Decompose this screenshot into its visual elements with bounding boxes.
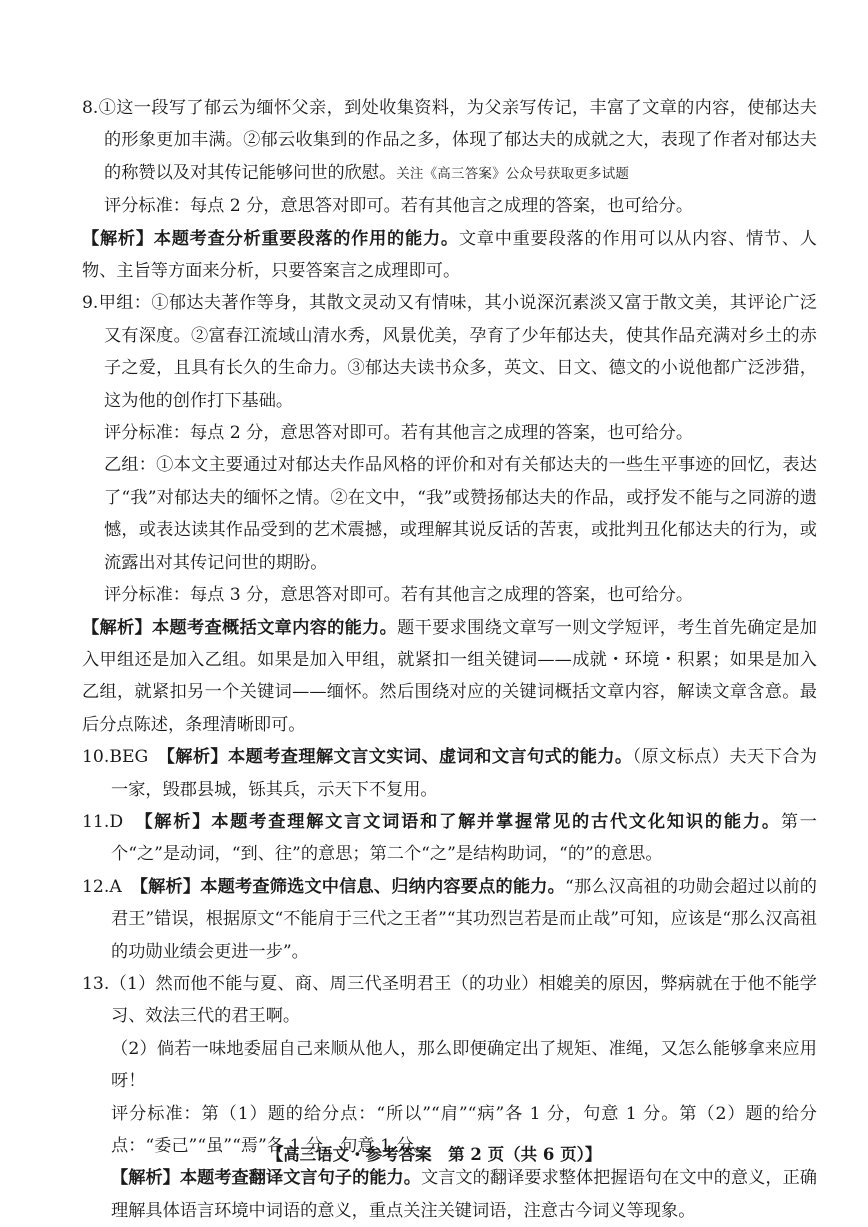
analysis-text: “那么汉高祖的功勋会超过以前的君王”错误，根据原文“不能肩于三代之王者”“其功烈岂若是而止哉”可知，应该是“那么汉高祖的功勋业绩会更进一步”。: [111, 876, 817, 962]
analysis-9: [82, 612, 817, 742]
answer-item-13: [82, 968, 817, 1033]
analysis-lead: 本题考查翻译文言句子的能力。: [179, 1168, 421, 1189]
answer-item-9: [82, 287, 817, 417]
analysis-lead: 本题考查理解文言文实词、虚词和文言句式的能力。: [228, 747, 633, 768]
answer-item-11: [82, 806, 817, 871]
scoring-standard: 评分标准：每点 2 分，意思答对即可。若有其他言之成理的答案，也可给分。: [104, 196, 694, 217]
group-b-text: 乙组：①本文主要通过对郁达夫作品风格的评价和对有关郁达夫的一些生平事迹的回忆，表达了“我”对郁达夫的缅怀之情。②在文中，“我”或赞扬郁达夫的作品，或抒发不能与之同游的遗憾，或表达读其作品受到的艺术震撼，或理解其说反话的苦衷，或批判丑化郁达夫的行为，或流露出对其传记问世的期盼。: [104, 455, 817, 573]
analysis-lead: 本题考查概括文章内容的能力。: [152, 617, 398, 638]
analysis-tag: 【解析】: [82, 617, 153, 638]
translation-part-1: （1）然而他不能与夏、商、周三代圣明君王（的功业）相媲美的原因，弊病就在于他不能学习、效法三代的君王啊。: [109, 973, 817, 1027]
analysis-tag: 【解析】: [111, 1168, 180, 1189]
item-number: 10.: [82, 747, 110, 768]
analysis-text: 第一个“之”是动词，“到、往”的意思；第二个“之”是结构助词，“的”的意思。: [111, 811, 817, 865]
analysis-tag: 【解析】: [139, 876, 201, 897]
promo-note: 关注《高三答案》公众号获取更多试题: [396, 165, 630, 182]
item-text: ①这一段写了郁云为缅怀父亲，到处收集资料，为父亲写传记，丰富了文章的内容，使郁达夫的形象更加丰满。②郁云收集到的作品之多，体现了郁达夫的成就之大，表现了作者对郁达夫的称赞以及对其传记能够问世的欣慰。: [98, 98, 817, 183]
item-number: 9.: [82, 293, 99, 314]
item-answer: D: [109, 811, 124, 832]
answer-item-12: [82, 871, 817, 968]
translation-part-2: （2）倘若一味地委屈自己来顺从他人，那么即便确定出了规矩、准绳，又怎么能够拿来应用呀！: [111, 1038, 817, 1092]
item-number: 13.: [82, 973, 110, 994]
analysis-tag: 【解析】: [82, 228, 154, 249]
scoring-standard: 评分标准：第（1）题的给分点：“所以”“肩”“病”各 1 分，句意 1 分。第（2）题的给分点：“委己”“虽”“焉”各 1 分，句意 1 分。: [111, 1103, 817, 1156]
analysis-text: 文言文的翻译要求整体把握语句在文中的意义，正确理解具体语言环境中词语的意义，重点关注关键词语，注意古今词义等现象。: [111, 1168, 817, 1221]
page-footer: 【高三语文・参考答案 第 2 页（共 6 页）】: [266, 1145, 602, 1164]
scoring-standard: 评分标准：每点 3 分，意思答对即可。若有其他言之成理的答案，也可给分。: [104, 585, 694, 606]
analysis-tag: 【解析】: [166, 747, 229, 768]
analysis-13: [82, 1162, 817, 1227]
analysis-text: （原文标点）夫天下合为一家，毁郡县城，铄其兵，示天下不复用。: [111, 747, 817, 800]
scoring-standard: 评分标准：每点 2 分，意思答对即可。若有其他言之成理的答案，也可给分。: [104, 423, 694, 444]
analysis-lead: 本题考查筛选文中信息、归纳内容要点的能力。: [200, 876, 565, 897]
item-answer: A: [109, 876, 122, 897]
analysis-lead: 本题考查理解文言文词语和了解并掌握常见的古代文化知识的能力。: [211, 811, 781, 832]
item-answer: BEG: [109, 747, 149, 768]
item-number: 11.: [82, 811, 110, 832]
analysis-text: 题干要求围绕文章写一则文学短评，考生首先确定是加入甲组还是加入乙组。如果是加入甲组，就紧扣一组关键词——成就・环境・积累；如果是加入乙组，就紧扣另一个关键词——缅怀。然后围绕对应的关键词概括文章内容，解读文章含意。最后分点陈述，条理清晰即可。: [82, 617, 817, 735]
answer-content: [82, 92, 817, 1227]
answer-item-10: [82, 741, 817, 806]
analysis-text: 文章中重要段落的作用可以从内容、情节、人物、主旨等方面来分析，只要答案言之成理即可。: [82, 228, 817, 282]
answer-item-8: [82, 92, 817, 190]
analysis-8: [82, 223, 817, 288]
item-number: 8.: [82, 98, 99, 118]
analysis-lead: 本题考查分析重要段落的作用的能力。: [153, 228, 459, 249]
item-number: 12.: [82, 876, 110, 897]
group-a-text: 甲组：①郁达夫著作等身，其散文灵动又有情味，其小说深沉素淡又富于散文美，其评论广泛又有深度。②富春江流域山清水秀，风景优美，孕育了少年郁达夫，使其作品充满对乡土的赤子之爱，且具有长久的生命力。③郁达夫读书众多，英文、日文、德文的小说他都广泛涉猎，这为他的创作打下基础。: [98, 293, 817, 411]
analysis-tag: 【解析】: [143, 811, 212, 832]
